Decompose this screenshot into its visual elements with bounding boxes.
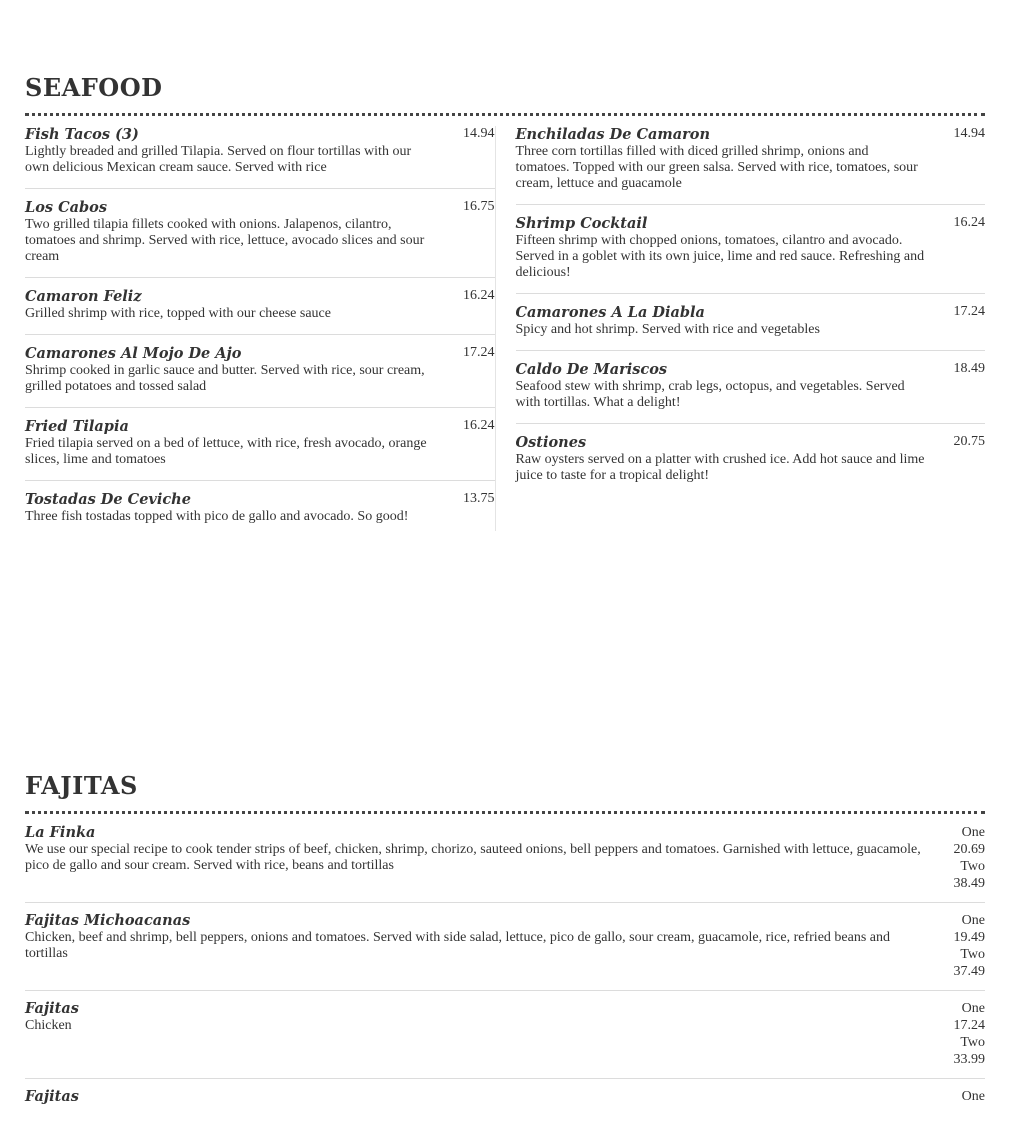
- item-description: Three fish tostadas topped with pico de gallo and avocado. So good!: [25, 509, 409, 524]
- menu-item: [25, 345, 495, 408]
- item-price: 16.24: [463, 288, 495, 303]
- item-price: 38.49: [953, 876, 985, 891]
- item-price: 20.69: [953, 842, 985, 857]
- price-option-label: One: [961, 1001, 985, 1016]
- price-options: [935, 912, 985, 980]
- item-price: 14.94: [463, 126, 495, 141]
- item-name: Ostiones: [515, 434, 587, 451]
- item-description: Two grilled tilapia fillets cooked with onions. Jalapenos, cilantro, tomatoes and shrimp. Served with rice, lettuce, avocado slices and sour cream: [25, 217, 425, 264]
- item-price: 18.49: [953, 361, 985, 376]
- price-option-label: Two: [960, 859, 985, 874]
- dotted-divider: [25, 811, 985, 814]
- item-description: Chicken: [25, 1018, 72, 1033]
- price-option-label: One: [961, 913, 985, 928]
- item-name: Tostadas De Ceviche: [25, 491, 191, 508]
- price-options: [935, 1088, 985, 1105]
- item-description: Grilled shrimp with rice, topped with our cheese sauce: [25, 306, 331, 321]
- price-option-label: Two: [960, 947, 985, 962]
- item-description: Fried tilapia served on a bed of lettuce, with rice, fresh avocado, orange slices, lime and tomatoes: [25, 436, 427, 467]
- item-description: Spicy and hot shrimp. Served with rice and vegetables: [515, 322, 820, 337]
- menu-item: [516, 126, 986, 205]
- item-price: 13.75: [463, 491, 495, 506]
- fajitas-list: [25, 824, 985, 1116]
- item-name: La Finka: [25, 824, 96, 841]
- section-title-seafood: SEAFOOD: [25, 73, 163, 102]
- item-price: 16.75: [463, 199, 495, 214]
- item-name: Camarones Al Mojo De Ajo: [25, 345, 242, 362]
- dotted-divider: [25, 113, 985, 116]
- item-description: Fifteen shrimp with chopped onions, tomatoes, cilantro and avocado. Served in a goblet with its own juice, lime and red sauce. Refreshing and delicious!: [515, 233, 925, 280]
- item-price: 33.99: [953, 1052, 985, 1067]
- item-description: Raw oysters served on a platter with crushed ice. Add hot sauce and lime juice to taste for a tropical delight!: [515, 452, 925, 483]
- price-option-label: One: [961, 825, 985, 840]
- seafood-columns: [25, 126, 985, 531]
- item-price: 16.24: [953, 215, 985, 230]
- menu-item: [516, 304, 986, 351]
- menu-item: [516, 434, 986, 490]
- item-name: Fried Tilapia: [25, 418, 129, 435]
- item-name: Camarones A La Diabla: [515, 304, 705, 321]
- item-name: Shrimp Cocktail: [515, 215, 648, 232]
- price-options: [935, 1000, 985, 1068]
- menu-item: [25, 491, 495, 531]
- price-options: [935, 824, 985, 892]
- seafood-section: [25, 73, 985, 531]
- item-price: 20.75: [953, 434, 985, 449]
- item-description: We use our special recipe to cook tender strips of beef, chicken, shrimp, chorizo, sauteed onions, bell peppers and tomatoes. Garnished with lettuce, guacamole, pico de gallo and sour cream. Served with rice, beans and tortillas: [25, 842, 921, 873]
- item-description: Shrimp cooked in garlic sauce and butter. Served with rice, sour cream, grilled potatoes and tossed salad: [25, 363, 425, 394]
- item-description: Lightly breaded and grilled Tilapia. Served on flour tortillas with our own delicious Mexican cream sauce. Served with rice: [25, 144, 412, 175]
- section-title-fajitas: FAJITAS: [25, 771, 138, 800]
- menu-item: [25, 1000, 985, 1079]
- menu-item: [25, 912, 985, 991]
- menu-item: [516, 215, 986, 294]
- item-description: Seafood stew with shrimp, crab legs, octopus, and vegetables. Served with tortillas. What a delight!: [515, 379, 905, 410]
- menu-item: [516, 361, 986, 424]
- item-price: 17.24: [463, 345, 495, 360]
- menu-item: [25, 199, 495, 278]
- seafood-left-column: [25, 126, 496, 531]
- item-name: Los Cabos: [25, 199, 107, 216]
- item-price: 17.24: [953, 304, 985, 319]
- item-name: Fajitas: [25, 1000, 79, 1017]
- price-option-label: Two: [960, 1035, 985, 1050]
- item-name: Fish Tacos (3): [25, 126, 139, 143]
- item-price: 16.24: [463, 418, 495, 433]
- item-price: 17.24: [953, 1018, 985, 1033]
- item-price: 19.49: [953, 930, 985, 945]
- menu-item: [25, 126, 495, 189]
- item-name: Camaron Feliz: [25, 288, 142, 305]
- menu-item: [25, 824, 985, 903]
- item-description: Three corn tortillas filled with diced grilled shrimp, onions and tomatoes. Topped with our green salsa. Served with rice, tomatoes, sour cream, lettuce and guacamole: [515, 144, 918, 191]
- seafood-right-column: [496, 126, 986, 531]
- menu-item: [25, 418, 495, 481]
- item-name: Fajitas: [25, 1088, 79, 1105]
- item-description: Chicken, beef and shrimp, bell peppers, onions and tomatoes. Served with side salad, lettuce, pico de gallo, sour cream, guacamole, rice, refried beans and tortillas: [25, 930, 890, 961]
- item-name: Caldo De Mariscos: [515, 361, 668, 378]
- price-option-label: One: [961, 1089, 985, 1104]
- item-name: Fajitas Michoacanas: [25, 912, 191, 929]
- fajitas-section: [25, 771, 985, 1125]
- item-name: Enchiladas De Camaron: [515, 126, 710, 143]
- menu-item: [25, 1088, 985, 1116]
- menu-item: [25, 288, 495, 335]
- item-price: 37.49: [953, 964, 985, 979]
- item-price: 14.94: [953, 126, 985, 141]
